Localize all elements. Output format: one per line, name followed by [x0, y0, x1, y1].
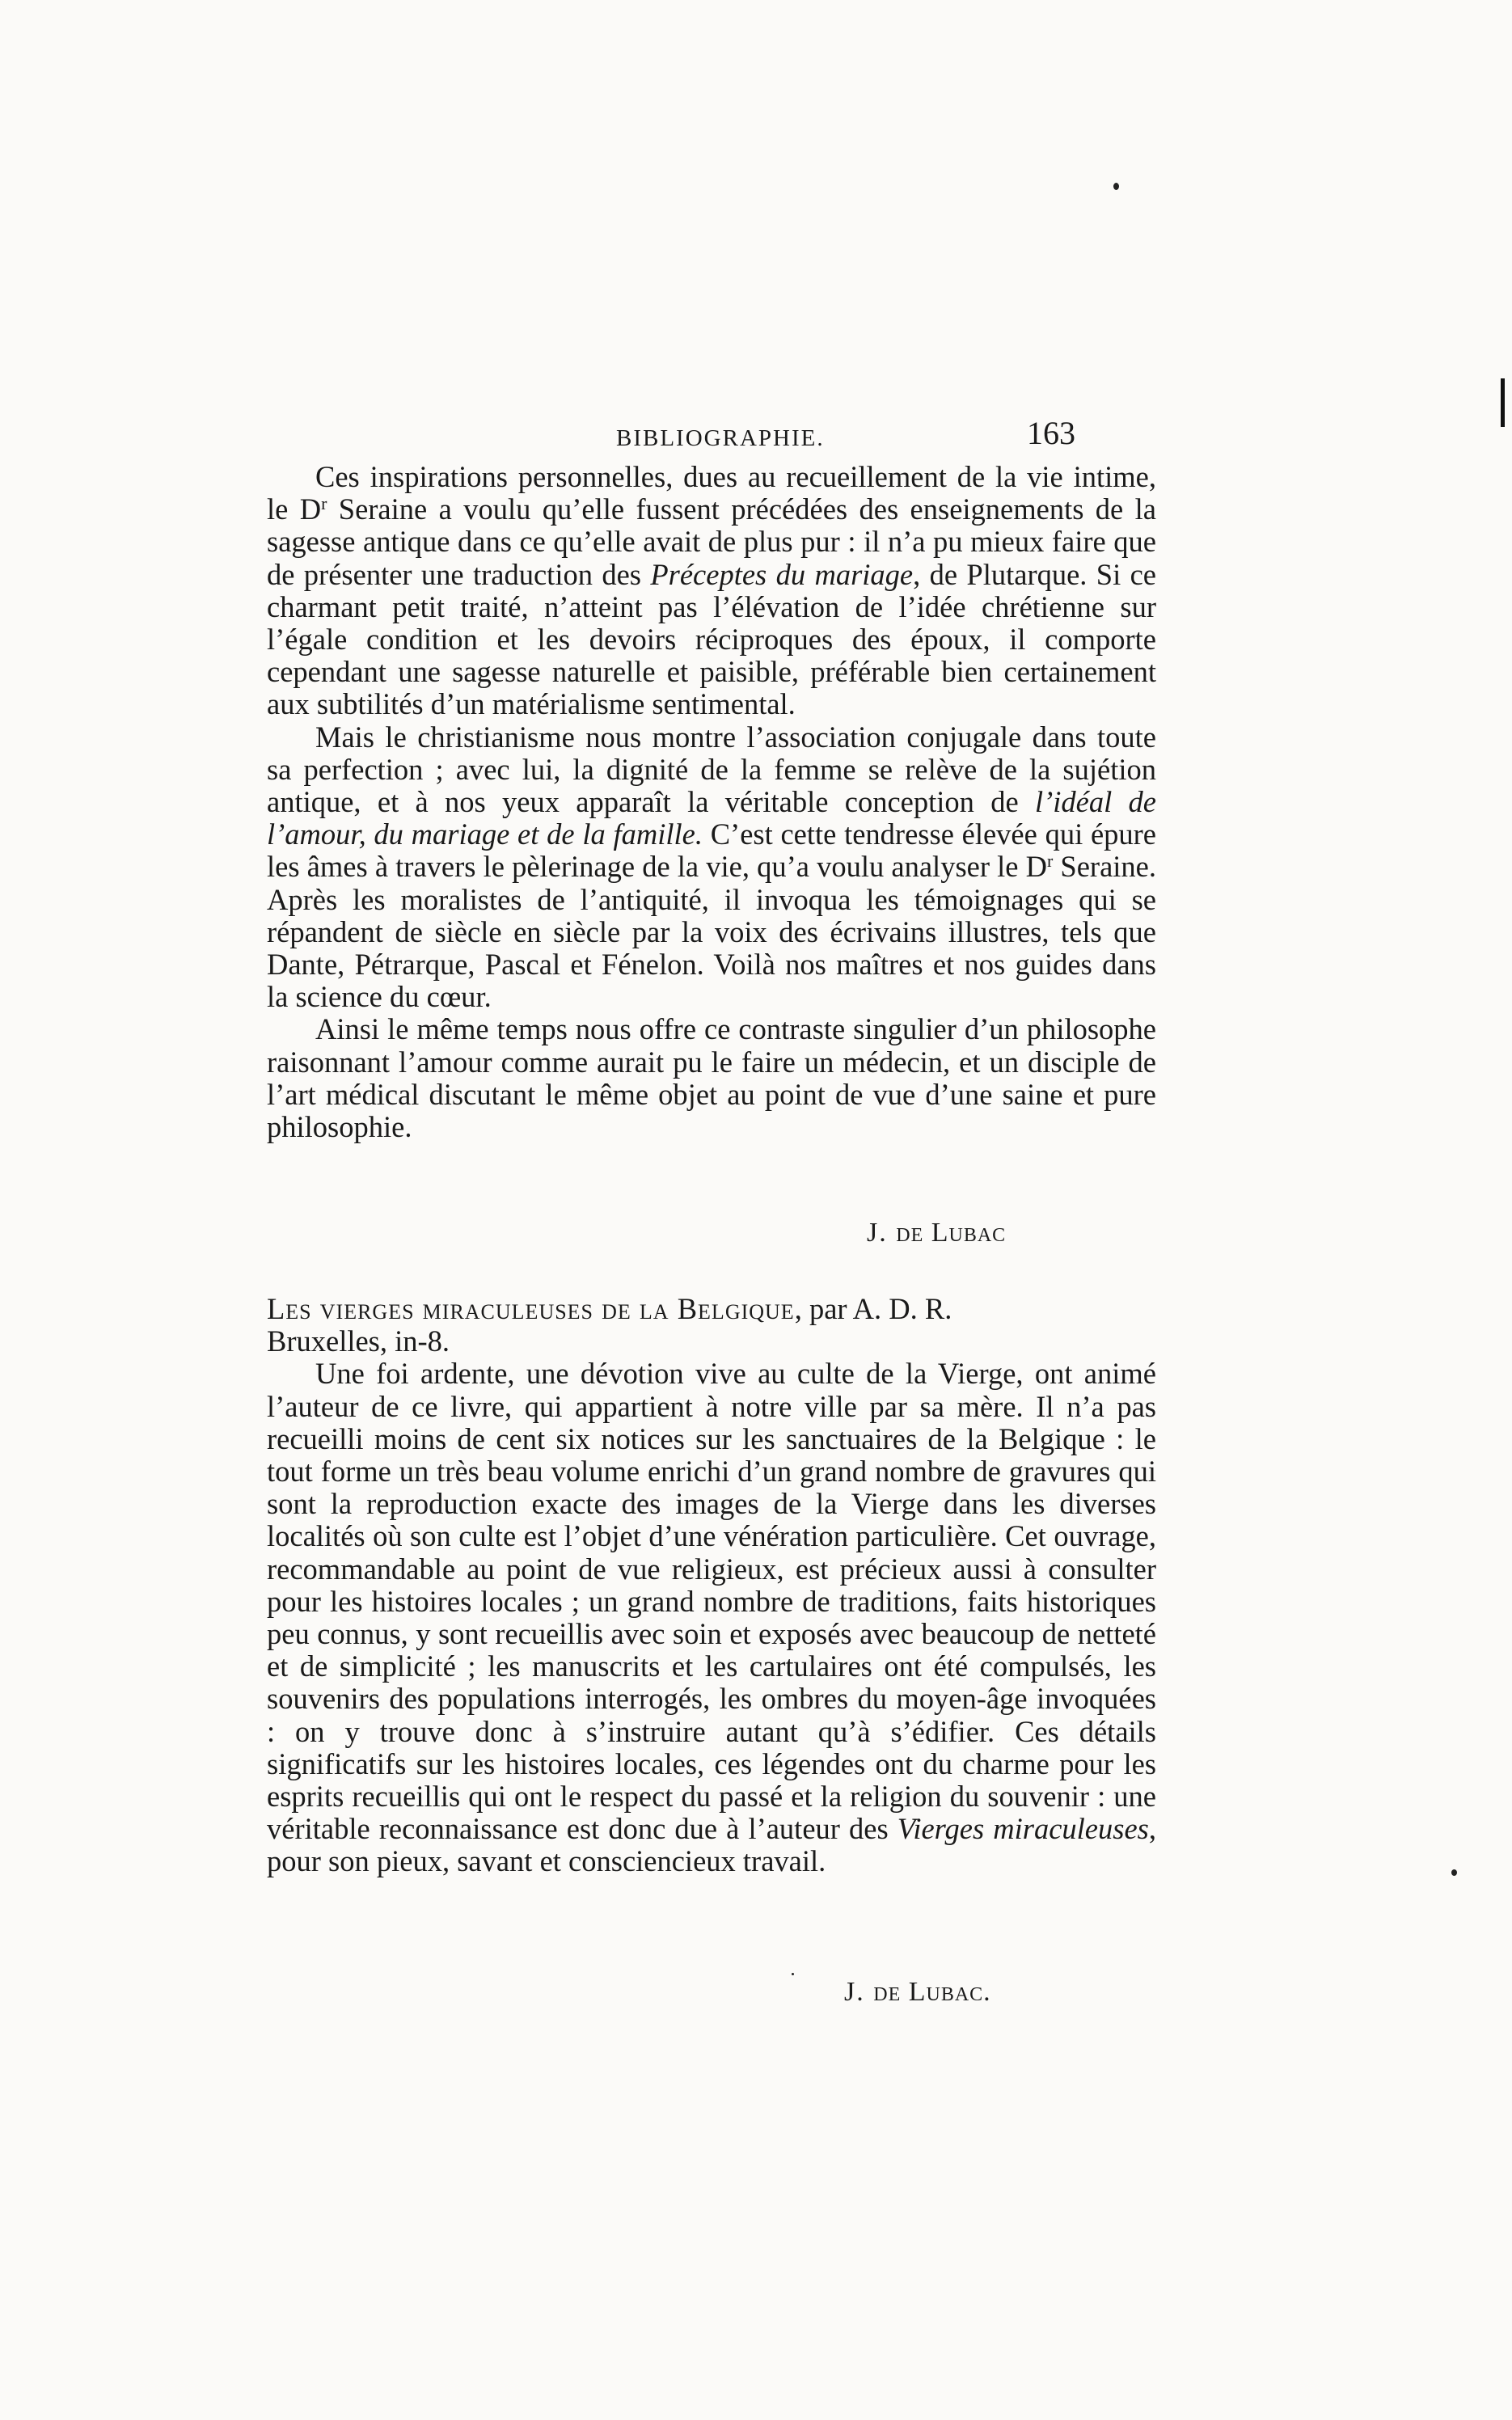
page-edge-mark: [1501, 378, 1505, 427]
review-2-book-title: Les vierges miraculeuses de la Belgique: [267, 1292, 795, 1325]
review-2-body: [267, 1293, 1156, 1878]
review-1-body: [267, 461, 1156, 1143]
review-1-paragraph-2: Mais le christianisme nous montre l’association conjugale dans toute sa perfection ; avec lui, la dignité de la femme se relève de la sujétion antique, et à nos yeux apparaît la véritable conception de l’idéal de l’amour, du mariage et de la famille. C’est cette tendresse élevée qui épure les âmes à travers le pèlerinage de la vie, qu’a voulu analyser le $D^r$ Seraine. Après les moralistes de l’antiquité, il invoqua les témoignages qui se répandent de siècle en siècle par la voix des écrivains illustres, tels que Dante, Pétrarque, Pascal et Fénelon. Voilà nos maîtres et nos guides dans la science du cœur.: [267, 720, 1156, 1014]
review-1-paragraph-3: Ainsi le même temps nous offre ce contraste singulier d’un philosophe raisonnant l’amour comme aurait pu le faire un médecin, et un disciple de l’art médical discutant le même objet au point de vue d’une saine et pure philosophie.: [267, 1012, 1156, 1144]
review-2-paragraph-1: Une foi ardente, une dévotion vive au culte de la Vierge, ont animé l’auteur de ce livre, qui appartient à notre ville par sa mère. Il n’a pas recueilli moins de cent six notices sur les sanctuaires de la Belgique : le tout forme un très beau volume enrichi d’un grand nombre de gravures qui sont la reproduction exacte des images de la Vierge dans les diverses localités où son culte est l’objet d’une vénération particulière. Cet ouvrage, recommandable au point de vue religieux, est précieux aussi à consulter pour les histoires locales ; un grand nombre de traditions, faits historiques peu connus, y sont recueillis avec soin et exposés avec beaucoup de netteté et de simplicité ; les manuscrits et les cartulaires ont été compulsés, les souvenirs des populations interrogés, les ombres du moyen-âge invoquées : on y trouve donc à s’instruire autant qu’à s’édifier. Ces détails significatifs sur les histoires locales, ces légendes ont du charme pour les esprits recueillis qui ont le respect du passé et la religion du souvenir : une véritable reconnaissance est donc due à l’auteur des Vierges miraculeuses, pour son pieux, savant et consciencieux travail.: [267, 1357, 1156, 1878]
ink-speck: [1451, 1869, 1457, 1876]
ink-speck: [792, 1973, 794, 1975]
review-2-heading: Les vierges miraculeuses de la Belgique, par A. D. R. Bruxelles, in-8.: [267, 1292, 952, 1358]
review-2-signature: J. de Lubac.: [844, 1977, 991, 2007]
review-1-paragraph-1: Ces inspirations personnelles, dues au recueillement de la vie intime, le $D^r$ Seraine a voulu qu’elle fussent précédées des enseignements de la sagesse antique dans ce qu’elle avait de plus pur : il n’a pu mieux faire que de présenter une traduction des Préceptes du mariage, de Plutarque. Si ce charmant petit traité, n’atteint pas l’élévation de l’idée chrétienne sur l’égale condition et les devoirs réciproques des époux, il comporte cependant une sagesse naturelle et paisible, préférable bien certainement aux subtilités d’un matérialisme sentimental.: [267, 460, 1156, 721]
review-1-signature: J. de Lubac: [867, 1218, 1007, 1248]
running-header: [267, 414, 1075, 462]
page-number: 163: [1027, 415, 1075, 451]
ink-speck: [1113, 183, 1119, 190]
running-head-title: BIBLIOGRAPHIE.: [616, 425, 825, 451]
review-2-publication: Bruxelles, in-8.: [267, 1324, 450, 1358]
